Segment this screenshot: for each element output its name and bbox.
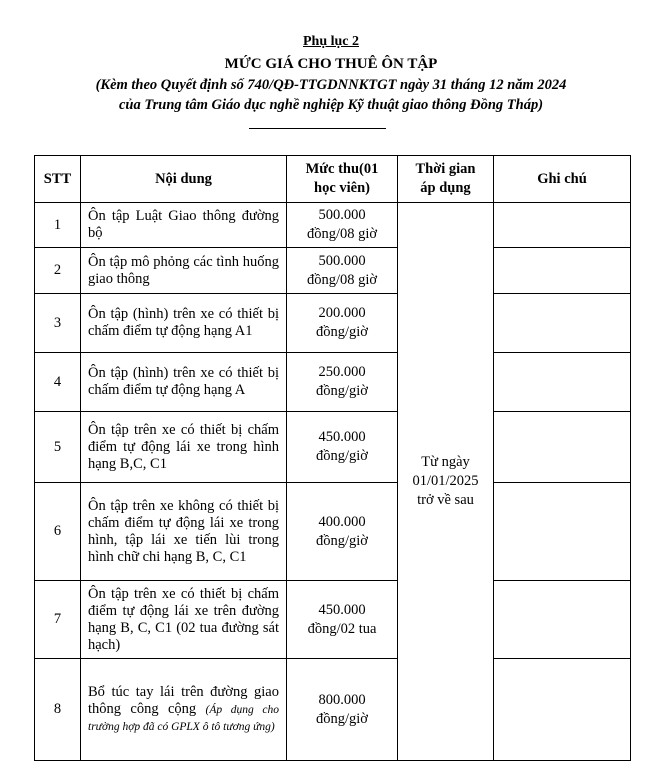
- row-price: [287, 203, 398, 248]
- table-row: [35, 412, 631, 483]
- title-divider: [249, 128, 386, 129]
- price-amount: 450.000: [318, 429, 366, 445]
- row-stt: 8: [35, 659, 81, 761]
- price-unit: đồng/giờ: [316, 448, 368, 464]
- price-unit: đồng/02 tua: [307, 620, 377, 637]
- table-row: [35, 353, 631, 412]
- price-table: [34, 155, 631, 761]
- row-stt: 1: [35, 203, 81, 248]
- row-price: [287, 659, 398, 761]
- row-content: Ôn tập trên xe có thiết bị chấm điểm tự động lái xe trên đường hạng B, C, C1 (02 tua đường sát hạch): [81, 581, 287, 659]
- effective-line2: 01/01/2025: [412, 473, 479, 489]
- table-row: [35, 294, 631, 353]
- row-stt: 4: [35, 353, 81, 412]
- header-stt: STT: [35, 156, 81, 203]
- row-price: [287, 248, 398, 294]
- table-row: [35, 248, 631, 294]
- row-stt: 7: [35, 581, 81, 659]
- document-title: MỨC GIÁ CHO THUÊ ÔN TẬP: [224, 56, 438, 72]
- price-unit: đồng/08 giờ: [306, 271, 378, 288]
- table-row: [35, 581, 631, 659]
- row-price: [287, 483, 398, 581]
- row-content: Ôn tập mô phỏng các tình huống giao thông: [81, 248, 287, 294]
- table-row: [35, 659, 631, 761]
- header-note: Ghi chú: [494, 156, 631, 203]
- row-note: [494, 659, 631, 761]
- row-content: Ôn tập trên xe không có thiết bị chấm điểm tự động lái xe trong hình, tập lái xe tiến lùi trong hình chữ chi hạng B, C, C1: [81, 483, 287, 581]
- header-time-line2: áp dụng: [420, 180, 471, 196]
- row-stt: 2: [35, 248, 81, 294]
- row-note: [494, 483, 631, 581]
- price-amount: 250.000: [318, 364, 366, 380]
- row-stt: 3: [35, 294, 81, 353]
- header-content: Nội dung: [81, 156, 287, 203]
- row-note: [494, 203, 631, 248]
- row-price: [287, 294, 398, 353]
- row-price: [287, 412, 398, 483]
- header-time: [398, 156, 494, 203]
- effective-line3: trở về sau: [417, 492, 474, 508]
- row-content: [81, 659, 287, 761]
- header-price: [287, 156, 398, 203]
- price-amount: 200.000: [318, 305, 366, 321]
- header-time-line1: Thời gian: [415, 161, 476, 177]
- row-price: [287, 353, 398, 412]
- row-content: Ôn tập Luật Giao thông đường bộ: [81, 203, 287, 248]
- price-unit: đồng/giờ: [316, 532, 368, 549]
- row-note: [494, 581, 631, 659]
- row-stt: 5: [35, 412, 81, 483]
- row-note: [494, 248, 631, 294]
- row-stt: 6: [35, 483, 81, 581]
- row-note: [494, 353, 631, 412]
- price-unit: đồng/giờ: [316, 710, 368, 727]
- price-amount: 800.000: [318, 691, 366, 708]
- price-amount: 400.000: [318, 513, 366, 530]
- table-header-row: [35, 156, 631, 203]
- header-price-line2: học viên): [314, 180, 370, 196]
- appendix-label: Phụ lục 2: [302, 34, 359, 49]
- price-unit: đồng/giờ: [316, 324, 368, 340]
- price-amount: 500.000: [318, 207, 366, 223]
- row-price: [287, 581, 398, 659]
- row-content: Ôn tập (hình) trên xe có thiết bị chấm điểm tự động hạng A: [81, 353, 287, 412]
- row-note: [494, 294, 631, 353]
- price-amount: 500.000: [318, 252, 366, 269]
- row-note: [494, 412, 631, 483]
- effective-line1: Từ ngày: [421, 454, 470, 470]
- price-amount: 450.000: [318, 601, 366, 618]
- table-row: [35, 483, 631, 581]
- subtitle-line-1: (Kèm theo Quyết định số 740/QĐ-TTGDNNKTGT ngày 31 tháng 12 năm 2024: [95, 77, 567, 93]
- table-row: [35, 203, 631, 248]
- row-content: Ôn tập (hình) trên xe có thiết bị chấm điểm tự động hạng A1: [81, 294, 287, 353]
- row-content-text: Bổ túc tay lái trên đường giao thông công cộng: [88, 684, 279, 717]
- row-content-note: (Áp dụng cho trường hợp đã có GPLX ô tô tương ứng): [88, 704, 279, 733]
- price-unit: đồng/08 giờ: [306, 226, 378, 242]
- row-content: Ôn tập trên xe có thiết bị chấm điểm tự động lái xe trong hình hạng B,C, C1: [81, 412, 287, 483]
- header-price-line1: Mức thu(01: [305, 161, 379, 177]
- price-unit: đồng/giờ: [316, 383, 368, 399]
- effective-date-cell: [398, 203, 494, 761]
- subtitle-line-2: của Trung tâm Giáo dục nghề nghiệp Kỹ thuật giao thông Đồng Tháp): [118, 97, 544, 113]
